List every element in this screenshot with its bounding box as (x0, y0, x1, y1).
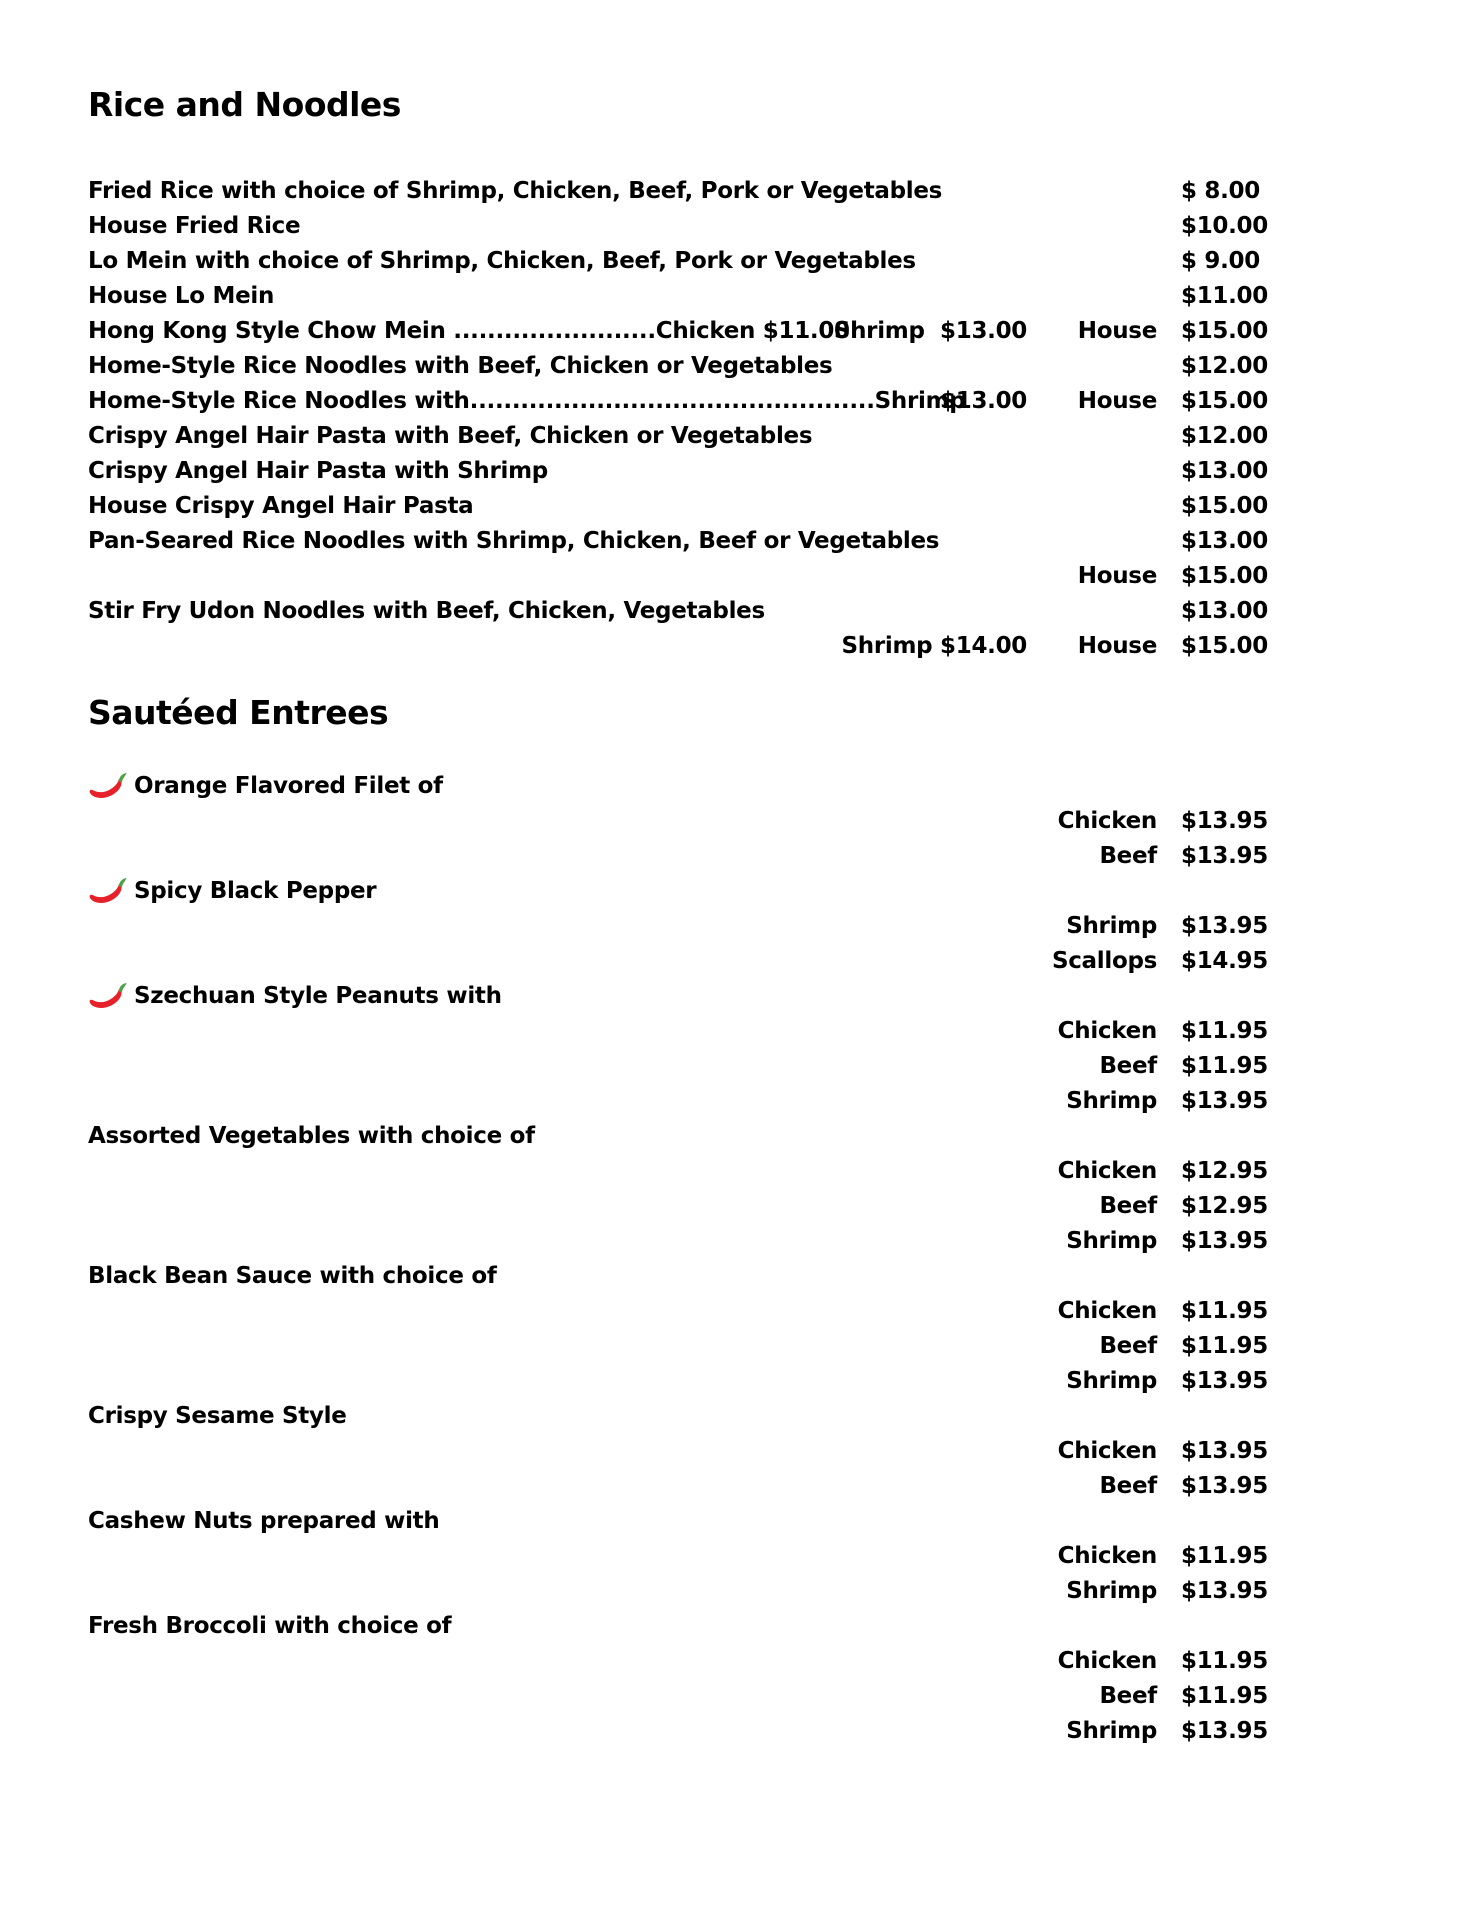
item-price: $ 9.00 (1181, 247, 1260, 274)
menu-row (88, 908, 1268, 943)
menu-row (88, 768, 1261, 803)
menu-row (88, 1013, 1268, 1048)
item-text: Crispy Angel Hair Pasta with Shrimp (88, 457, 548, 484)
inline-price-options: $13.00 (940, 387, 1027, 414)
item-text: Hong Kong Style Chow Mein ........................Chicken $11.00 (88, 317, 850, 344)
item-price: $13.95 (1181, 1717, 1268, 1744)
item-text: House Fried Rice (88, 212, 301, 239)
section-title: Rice and Noodles (88, 85, 401, 124)
item-text: Home-Style Rice Noodles with Beef, Chicken or Vegetables (88, 352, 833, 379)
protein-option: Scallops (1051, 947, 1157, 974)
item-price: $ 8.00 (1181, 177, 1260, 204)
item-price: $15.00 (1181, 562, 1268, 589)
item-name (88, 877, 1027, 905)
section-rows (88, 173, 1268, 663)
item-name (88, 458, 1027, 484)
item-price: $13.00 (1181, 527, 1268, 554)
protein-option: Beef (1099, 1052, 1157, 1079)
protein-option: Shrimp (1066, 1717, 1157, 1744)
menu-row (88, 1608, 1261, 1643)
item-price: $13.95 (1181, 1087, 1268, 1114)
menu-row (88, 1433, 1268, 1468)
item-price: $14.95 (1181, 947, 1268, 974)
item-name (88, 387, 966, 414)
item-text: Black Bean Sauce with choice of (88, 1262, 497, 1289)
menu-row (88, 1643, 1268, 1678)
section-title: Sautéed Entrees (88, 693, 389, 732)
menu-row (88, 558, 1268, 593)
item-price: $10.00 (1181, 212, 1268, 239)
protein-option: Shrimp (1066, 912, 1157, 939)
item-price: $11.95 (1181, 1052, 1268, 1079)
menu-row (88, 803, 1268, 838)
protein-option: Chicken (1057, 1647, 1157, 1674)
protein-option: House (1077, 387, 1157, 414)
item-name (88, 493, 1027, 519)
protein-option: Shrimp (1066, 1227, 1157, 1254)
item-price: $12.00 (1181, 352, 1268, 379)
chili-slot (88, 982, 134, 1010)
item-name (88, 283, 1027, 309)
menu-row (88, 1538, 1268, 1573)
menu-row (88, 1713, 1268, 1748)
item-price: $15.00 (1181, 492, 1268, 519)
item-price: $11.95 (1181, 1682, 1268, 1709)
item-text: Fresh Broccoli with choice of (88, 1612, 452, 1639)
item-name (88, 1263, 1027, 1289)
item-text: Assorted Vegetables with choice of (88, 1122, 535, 1149)
protein-option: Shrimp (1066, 1367, 1157, 1394)
menu-row (88, 348, 1268, 383)
item-price: $11.95 (1181, 1017, 1268, 1044)
protein-option: Chicken (1057, 1017, 1157, 1044)
inline-price-options: Shrimp $14.00 (841, 632, 1027, 659)
item-price: $12.95 (1181, 1157, 1268, 1184)
menu-row (88, 628, 1268, 663)
menu-row (88, 1188, 1268, 1223)
item-text: Crispy Angel Hair Pasta with Beef, Chicken or Vegetables (88, 422, 813, 449)
item-name (88, 213, 1027, 239)
item-text: Szechuan Style Peanuts with (134, 982, 502, 1009)
item-text: Stir Fry Udon Noodles with Beef, Chicken, Vegetables (88, 597, 765, 624)
menu-row (88, 208, 1268, 243)
menu-row (88, 1328, 1268, 1363)
protein-option: Beef (1099, 1192, 1157, 1219)
item-price: $11.00 (1181, 282, 1268, 309)
protein-option: Shrimp (1066, 1087, 1157, 1114)
item-price: $13.95 (1181, 912, 1268, 939)
item-name (88, 598, 1027, 624)
protein-option: Chicken (1057, 1157, 1157, 1184)
protein-option: Chicken (1057, 1437, 1157, 1464)
item-price: $11.95 (1181, 1542, 1268, 1569)
menu-row (88, 873, 1261, 908)
menu-row (88, 523, 1268, 558)
menu-row (88, 453, 1268, 488)
item-price: $13.95 (1181, 1472, 1268, 1499)
item-text: Pan-Seared Rice Noodles with Shrimp, Chicken, Beef or Vegetables (88, 527, 940, 554)
menu-row (88, 1398, 1261, 1433)
protein-option: Shrimp (1066, 1577, 1157, 1604)
protein-option: House (1077, 632, 1157, 659)
item-name (88, 178, 1027, 204)
item-name (88, 982, 1027, 1010)
menu-row (88, 1573, 1268, 1608)
menu-row (88, 1048, 1268, 1083)
item-text: Cashew Nuts prepared with (88, 1507, 440, 1534)
item-price: $13.95 (1181, 1227, 1268, 1254)
chili-pepper-icon (88, 982, 128, 1010)
menu-row (88, 593, 1268, 628)
protein-option: Chicken (1057, 1542, 1157, 1569)
item-name (88, 1403, 1027, 1429)
menu-section (88, 85, 1268, 663)
menu-row (88, 1118, 1261, 1153)
menu-row (88, 978, 1261, 1013)
chili-pepper-icon (88, 877, 128, 905)
item-text: House Crispy Angel Hair Pasta (88, 492, 474, 519)
item-price: $13.95 (1181, 1367, 1268, 1394)
item-name (88, 423, 1027, 449)
protein-option: Beef (1099, 842, 1157, 869)
menu-row (88, 1468, 1268, 1503)
item-price: $12.95 (1181, 1192, 1268, 1219)
item-price: $13.00 (1181, 597, 1268, 624)
item-text: Lo Mein with choice of Shrimp, Chicken, Beef, Pork or Vegetables (88, 247, 916, 274)
protein-option: House (1077, 562, 1157, 589)
menu-row (88, 418, 1268, 453)
chili-slot (88, 772, 134, 800)
item-name (88, 1613, 1027, 1639)
item-price: $15.00 (1181, 317, 1268, 344)
inline-price-options: Shrimp $13.00 (833, 317, 1027, 344)
item-text: Fried Rice with choice of Shrimp, Chicken, Beef, Pork or Vegetables (88, 177, 943, 204)
protein-option: Beef (1099, 1332, 1157, 1359)
item-price: $15.00 (1181, 632, 1268, 659)
protein-option: House (1077, 317, 1157, 344)
item-text: Orange Flavored Filet of (134, 772, 443, 799)
menu-row (88, 1223, 1268, 1258)
item-price: $15.00 (1181, 387, 1268, 414)
item-price: $13.00 (1181, 457, 1268, 484)
menu-row (88, 278, 1268, 313)
item-price: $13.95 (1181, 1437, 1268, 1464)
item-text: Home-Style Rice Noodles with................................................Shrimp (88, 387, 966, 414)
item-name (88, 317, 850, 344)
menu-row (88, 1153, 1268, 1188)
menu-row (88, 1678, 1268, 1713)
menu-row (88, 488, 1268, 523)
item-name (88, 248, 1027, 274)
item-name (88, 353, 1027, 379)
protein-option: Beef (1099, 1472, 1157, 1499)
item-name (88, 528, 1027, 554)
menu-row (88, 383, 1268, 418)
item-text: Crispy Sesame Style (88, 1402, 347, 1429)
menu-section (88, 693, 1268, 1748)
item-price: $11.95 (1181, 1297, 1268, 1324)
protein-option: Beef (1099, 1682, 1157, 1709)
item-name (88, 772, 1027, 800)
protein-option: Chicken (1057, 807, 1157, 834)
item-price: $12.00 (1181, 422, 1268, 449)
menu-row (88, 943, 1268, 978)
menu-row (88, 243, 1261, 278)
menu-row (88, 1293, 1268, 1328)
item-price: $11.95 (1181, 1647, 1268, 1674)
item-price: $13.95 (1181, 842, 1268, 869)
protein-option: Chicken (1057, 1297, 1157, 1324)
menu-row (88, 1258, 1261, 1293)
item-price: $13.95 (1181, 1577, 1268, 1604)
menu-row (88, 1503, 1261, 1538)
chili-slot (88, 877, 134, 905)
item-name (88, 1508, 1027, 1534)
menu-row (88, 173, 1261, 208)
item-price: $13.95 (1181, 807, 1268, 834)
section-rows (88, 768, 1268, 1748)
item-text: Spicy Black Pepper (134, 877, 377, 904)
menu-row (88, 1083, 1268, 1118)
menu-row (88, 838, 1268, 873)
item-name (88, 1123, 1027, 1149)
chili-pepper-icon (88, 772, 128, 800)
menu-row (88, 1363, 1268, 1398)
item-price: $11.95 (1181, 1332, 1268, 1359)
item-text: House Lo Mein (88, 282, 275, 309)
menu-row (88, 313, 1268, 348)
